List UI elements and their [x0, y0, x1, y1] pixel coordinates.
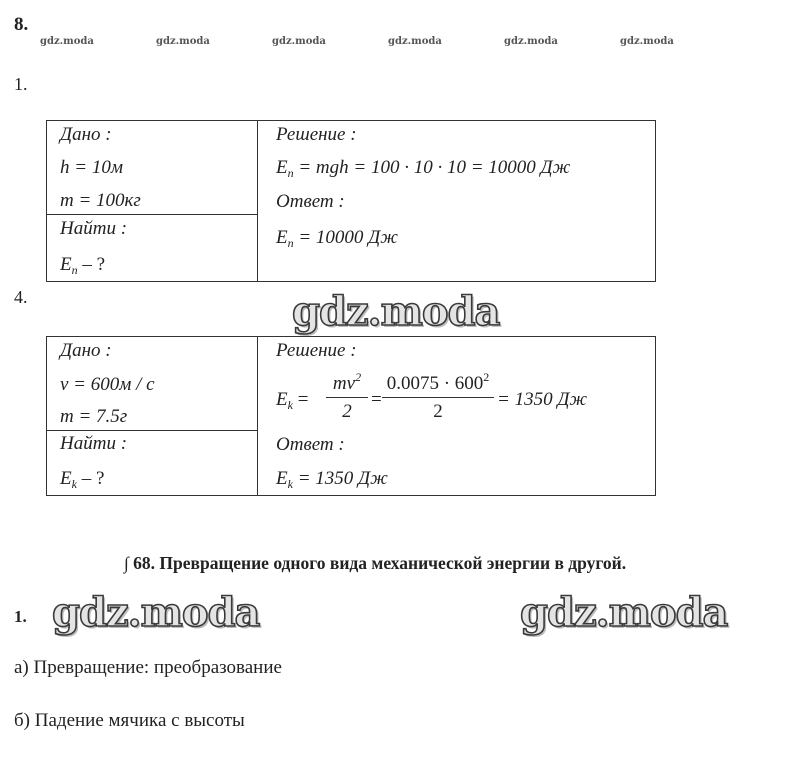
- problem-4-given-v: v = 600м / с: [60, 374, 155, 395]
- problem-4-equals: =: [371, 389, 382, 410]
- problem-4-fraction-1: $mv^2$ 2: [326, 371, 368, 421]
- problem-4-solution-lhs: $E_k$ =: [276, 389, 309, 412]
- problem-1-find-expression: $E_п$ – ?: [60, 254, 106, 277]
- problem-1-given-m: m = 100кг: [60, 190, 141, 211]
- watermark-small: gdz.moda: [272, 36, 326, 47]
- problem-1-given-h: h = 10м: [60, 157, 123, 178]
- problem-1-number: 1.: [14, 74, 28, 94]
- problem-1-given-title: Дано :: [60, 124, 112, 145]
- problem-1-find-title: Найти :: [60, 218, 128, 239]
- problem-4-answer-title: Ответ :: [276, 434, 345, 455]
- exercise-number: 8.: [14, 14, 29, 35]
- problem-4-given-title: Дано :: [60, 340, 112, 361]
- problem-1-solution-title: Решение :: [276, 124, 357, 145]
- task-1-line-a: а) Превращение: преобразование: [14, 657, 282, 678]
- problem-4-find-title: Найти :: [60, 433, 128, 454]
- problem-1-divider: [257, 120, 258, 282]
- task-1-number: 1.: [14, 607, 27, 626]
- problem-4-fraction-2: $0.0075 \cdot 600^2$ 2: [382, 371, 494, 421]
- problem-1-answer-expression: $E_п = 10000$ Дж: [276, 227, 398, 250]
- watermark-small: gdz.moda: [156, 36, 210, 47]
- problem-4-find-expression: $E_k$ – ?: [60, 468, 105, 491]
- task-1-line-b: б) Падение мячика с высоты: [14, 710, 245, 731]
- problem-4-solution-title: Решение :: [276, 340, 357, 361]
- problem-4-divider: [257, 336, 258, 496]
- watermark-big: gdz.moda: [52, 589, 260, 636]
- problem-1-given-divider: [46, 214, 258, 215]
- problem-4-number: 4.: [14, 287, 28, 307]
- watermark-big: gdz.moda: [520, 589, 728, 636]
- watermark-small: gdz.moda: [388, 36, 442, 47]
- problem-1-answer-title: Ответ :: [276, 191, 345, 212]
- problem-4-given-divider: [46, 430, 258, 431]
- problem-1-solution-expression: $E_п$ = mgh = 100 · 10 · 10 = 10000 Дж: [276, 157, 571, 180]
- watermark-small: gdz.moda: [40, 36, 94, 47]
- watermark-big: gdz.moda: [292, 288, 500, 335]
- watermark-small: gdz.moda: [504, 36, 558, 47]
- watermark-small: gdz.moda: [620, 36, 674, 47]
- problem-4-given-m: m = 7.5г: [60, 406, 128, 427]
- section-title: ∫ 68. Превращение одного вида механической энергии в другой.: [124, 553, 627, 573]
- problem-4-answer-expression: $E_k = 1350$ Дж: [276, 468, 388, 491]
- problem-4-result: = 1350 Дж: [497, 389, 588, 410]
